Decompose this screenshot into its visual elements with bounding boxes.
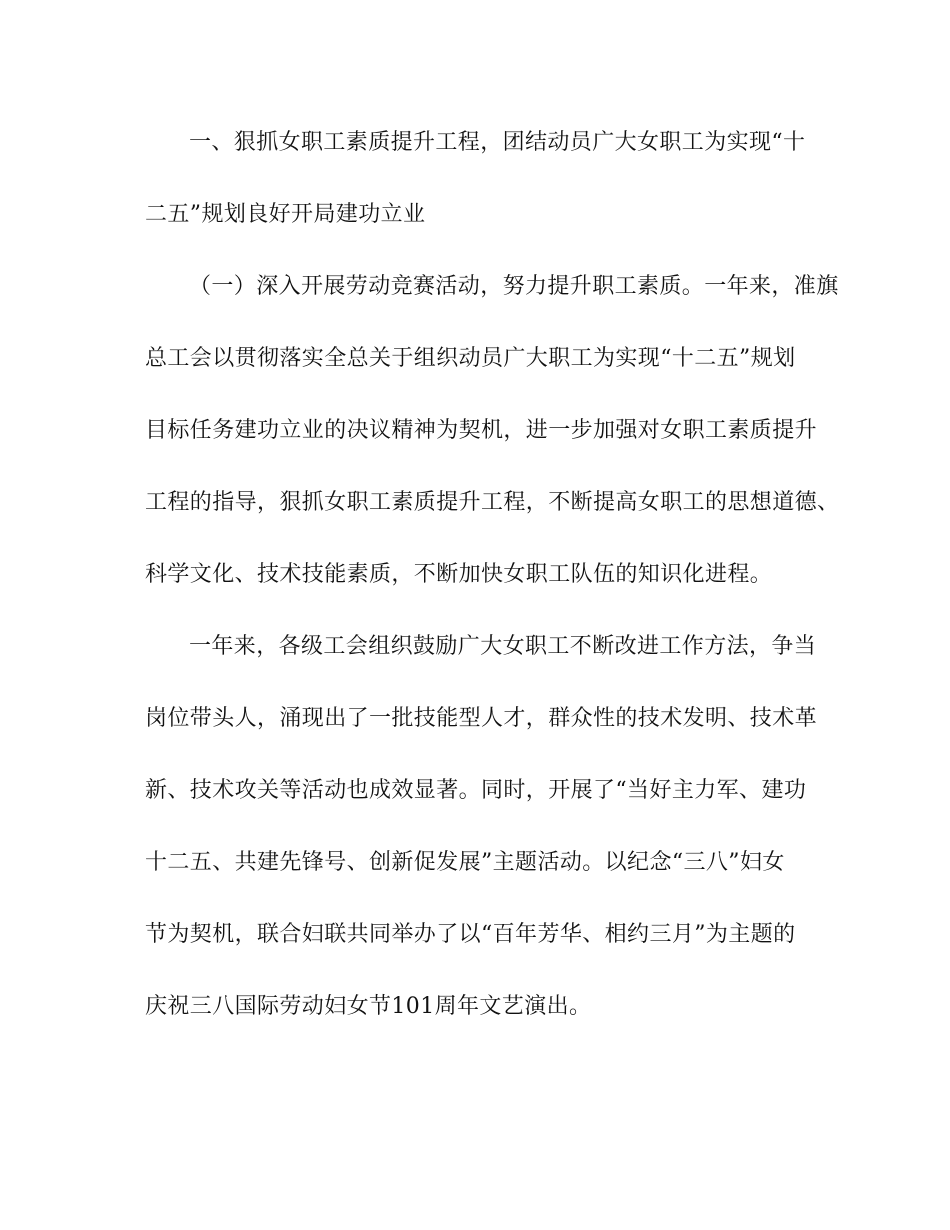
heading-line-1: 一、狠抓女职工素质提升工程，团结动员广大女职工为实现“十: [189, 130, 806, 155]
paragraph-1-line-3: 目标任务建功立业的决议精神为契机，进一步加强对女职工素质提升: [145, 418, 818, 443]
paragraph-2-line-3: 新、技术攻关等活动也成效显著。同时，开展了“当好主力军、建功: [145, 778, 807, 803]
paragraph-2-line-6: 庆祝三八国际劳动妇女节101周年文艺演出。: [145, 994, 592, 1019]
paragraph-2-line-4: 十二五、共建先锋号、创新促发展”主题活动。以纪念“三八”妇女: [145, 850, 785, 875]
paragraph-2-line-1: 一年来，各级工会组织鼓励广大女职工不断改进工作方法，争当: [189, 634, 817, 659]
document-body: [145, 118, 840, 1054]
paragraph-1-line-5: 科学文化、技术技能素质，不断加快女职工队伍的知识化进程。: [145, 562, 773, 587]
paragraph-1-line-1: （一）深入开展劳动竞赛活动，努力提升职工素质。一年来，准旗: [189, 274, 839, 299]
paragraph-2-line-5: 节为契机，联合妇联共同举办了以“百年芳华、相约三月”为主题的: [145, 922, 796, 947]
paragraph-1-line-4: 工程的指导，狠抓女职工素质提升工程，不断提高女职工的思想道德、: [145, 490, 840, 515]
heading-line-2: 二五”规划良好开局建功立业: [145, 202, 426, 227]
paragraph-2-line-2: 岗位带头人，涌现出了一批技能型人才，群众性的技术发明、技术革: [145, 706, 818, 731]
paragraph-1-line-2: 总工会以贯彻落实全总关于组织动员广大职工为实现“十二五”规划: [145, 346, 796, 371]
